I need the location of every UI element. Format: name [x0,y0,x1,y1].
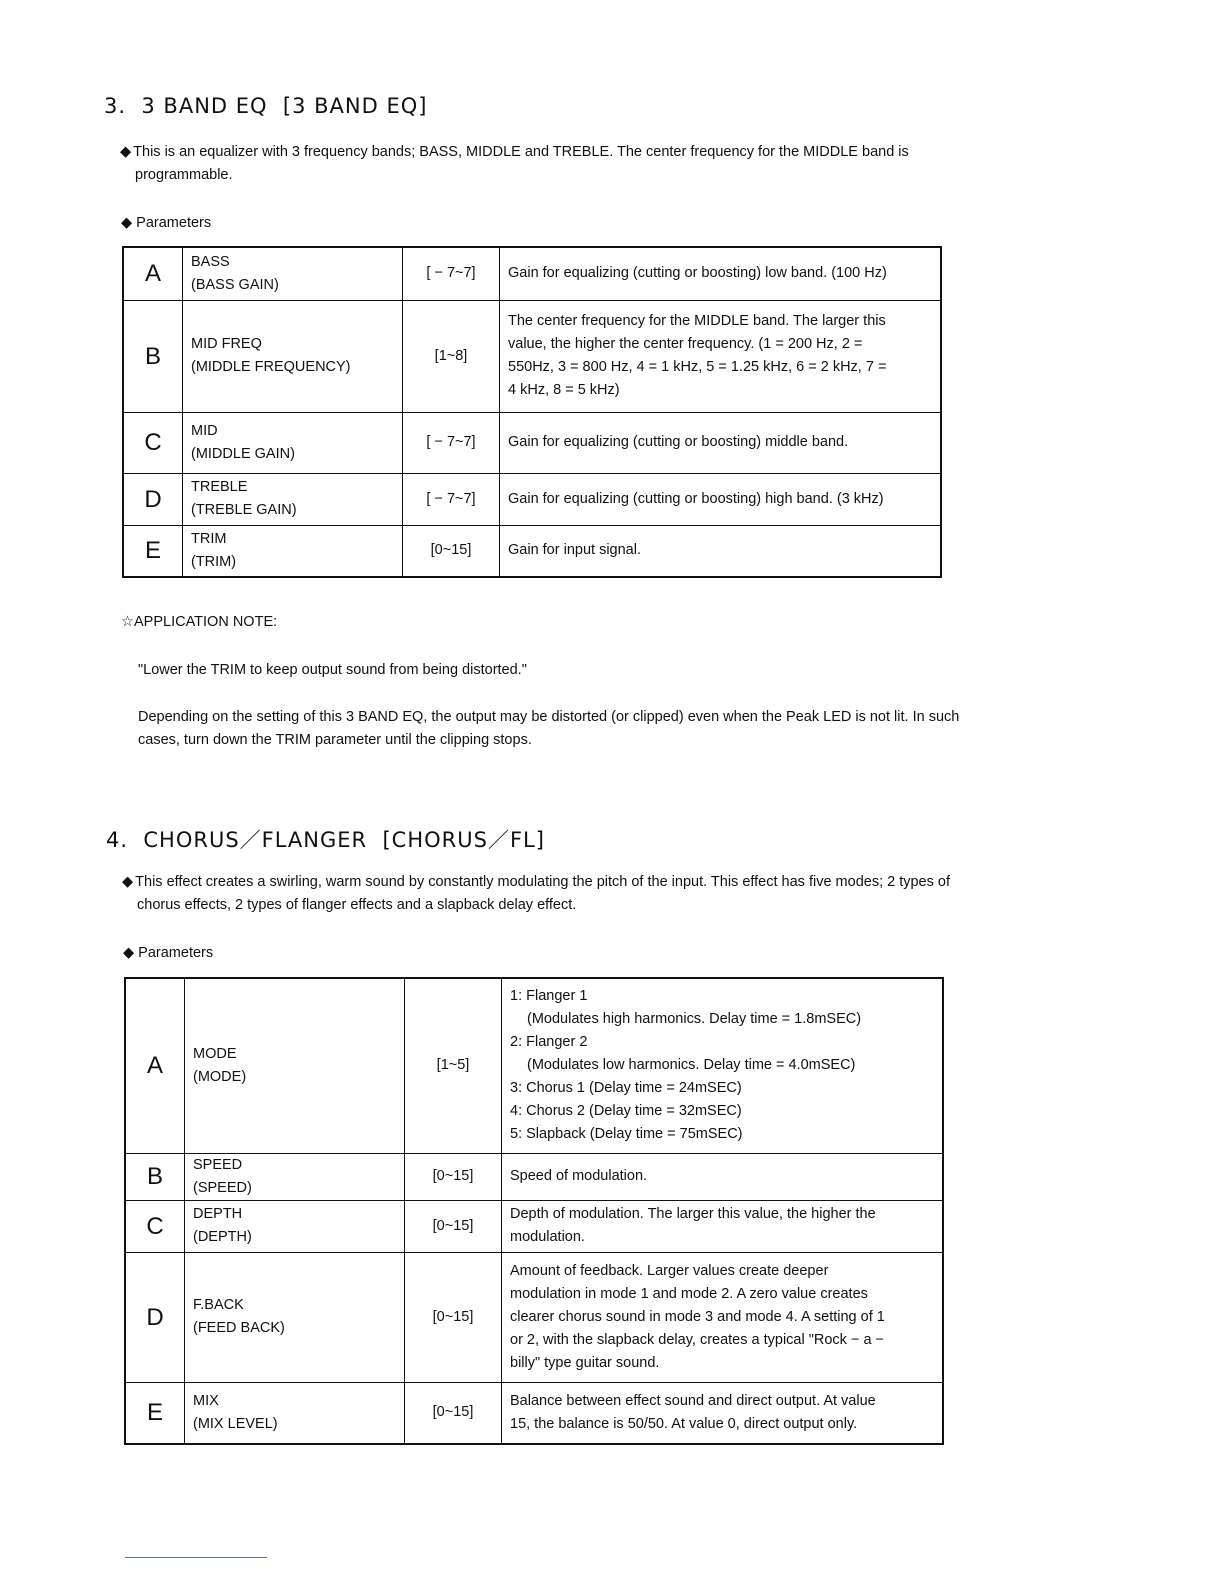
param-letter: C [125,1200,185,1252]
param-letter: A [125,978,185,1153]
mode-option-detail: (Modulates high harmonics. Delay time = 1.8mSEC) [527,1011,862,1028]
param-name: BASS (BASS GAIN) [183,247,403,300]
application-note-quote: "Lower the TRIM to keep output sound from being distorted." [138,662,527,678]
mode-option: 5: Slapback (Delay time = 75mSEC) [510,1126,743,1143]
param-range: [ − 7~7] [403,412,500,473]
param-name: F.BACK (FEED BACK) [185,1252,405,1382]
param-description: Gain for input signal. [500,525,942,577]
section-3-parameter-table [122,246,942,578]
intro-line-2: chorus effects, 2 types of flanger effects and a slapback delay effect. [137,897,577,913]
mode-option-detail: (Modulates low harmonics. Delay time = 4.0mSEC) [527,1057,856,1074]
intro-line-1: This effect creates a swirling, warm sound by constantly modulating the pitch of the input. This effect has five modes; 2 types of [135,874,950,890]
param-description [502,978,944,1153]
table-row [123,525,941,577]
section-4-parameters-label: ◆ Parameters [123,945,214,961]
param-name: MIX (MIX LEVEL) [185,1382,405,1444]
footer-rule [125,1557,267,1558]
param-description: Gain for equalizing (cutting or boosting) high band. (3 kHz) [500,473,942,525]
param-range: [0~15] [405,1382,502,1444]
param-range: [ − 7~7] [403,473,500,525]
param-description: Gain for equalizing (cutting or boosting) low band. (100 Hz) [500,247,942,300]
diamond-bullet-icon: ◆ [122,874,134,890]
param-name: TREBLE (TREBLE GAIN) [183,473,403,525]
intro-line-1: This is an equalizer with 3 frequency bands; BASS, MIDDLE and TREBLE. The center frequency for the MIDDLE band is [133,144,909,160]
section-4-intro [122,871,1062,917]
section-3-parameters-label: ◆ Parameters [121,215,212,231]
param-name: MODE (MODE) [185,978,405,1153]
param-range: [1~5] [405,978,502,1153]
param-name: DEPTH (DEPTH) [185,1200,405,1252]
param-letter: D [123,473,183,525]
section-4-parameter-table [124,977,944,1445]
table-row [125,1382,943,1444]
mode-option: 1: Flanger 1 [510,988,588,1005]
param-letter: C [123,412,183,473]
param-description: Speed of modulation. [502,1153,944,1200]
param-description: Balance between effect sound and direct output. At value 15, the balance is 50/50. At value 0, direct output only. [502,1382,944,1444]
table-row [123,473,941,525]
table-row [125,1153,943,1200]
mode-option: 2: Flanger 2 [510,1034,588,1051]
mode-option: 3: Chorus 1 (Delay time = 24mSEC) [510,1080,742,1097]
param-range: [0~15] [403,525,500,577]
param-name: MID FREQ (MIDDLE FREQUENCY) [183,300,403,412]
table-row [125,978,943,1153]
param-name: SPEED (SPEED) [185,1153,405,1200]
param-range: [ − 7~7] [403,247,500,300]
table-row [125,1200,943,1252]
mode-option: 4: Chorus 2 (Delay time = 32mSEC) [510,1103,742,1120]
param-range: [0~15] [405,1252,502,1382]
param-letter: A [123,247,183,300]
table-row [123,412,941,473]
section-3-heading: 3. 3 BAND EQ [3 BAND EQ] [104,94,428,118]
param-letter: D [125,1252,185,1382]
param-name: MID (MIDDLE GAIN) [183,412,403,473]
param-range: [1~8] [403,300,500,412]
param-description: Amount of feedback. Larger values create deeper modulation in mode 1 and mode 2. A zero value creates clearer chorus sound in mode 3 and mode 4. A setting of 1 or 2, with the slapback delay, creates a typical "Rock − a − billy" type guitar sound. [502,1252,944,1382]
table-row [125,1252,943,1382]
param-letter: B [125,1153,185,1200]
section-3-intro [120,141,1060,187]
table-row [123,300,941,412]
param-name: TRIM (TRIM) [183,525,403,577]
table-row [123,247,941,300]
param-description: Gain for equalizing (cutting or boosting) middle band. [500,412,942,473]
note-line-2: cases, turn down the TRIM parameter until the clipping stops. [138,732,532,748]
diamond-bullet-icon: ◆ [120,144,132,160]
param-letter: E [125,1382,185,1444]
application-note-body [138,706,1078,752]
note-line-1: Depending on the setting of this 3 BAND EQ, the output may be distorted (or clipped) even when the Peak LED is not lit. In such [138,709,960,725]
param-description: Depth of modulation. The larger this value, the higher the modulation. [502,1200,944,1252]
param-range: [0~15] [405,1153,502,1200]
section-4-heading: 4. CHORUS／FLANGER [CHORUS／FL] [106,828,545,852]
application-note-label: ☆APPLICATION NOTE: [121,614,278,630]
intro-line-2: programmable. [135,167,233,183]
param-description: The center frequency for the MIDDLE band. The larger this value, the higher the center frequency. (1 = 200 Hz, 2 = 550Hz, 3 = 800 Hz, 4 = 1 kHz, 5 = 1.25 kHz, 6 = 2 kHz, 7 = 4 kHz, 8 = 5 kHz) [500,300,942,412]
param-letter: B [123,300,183,412]
param-range: [0~15] [405,1200,502,1252]
param-letter: E [123,525,183,577]
